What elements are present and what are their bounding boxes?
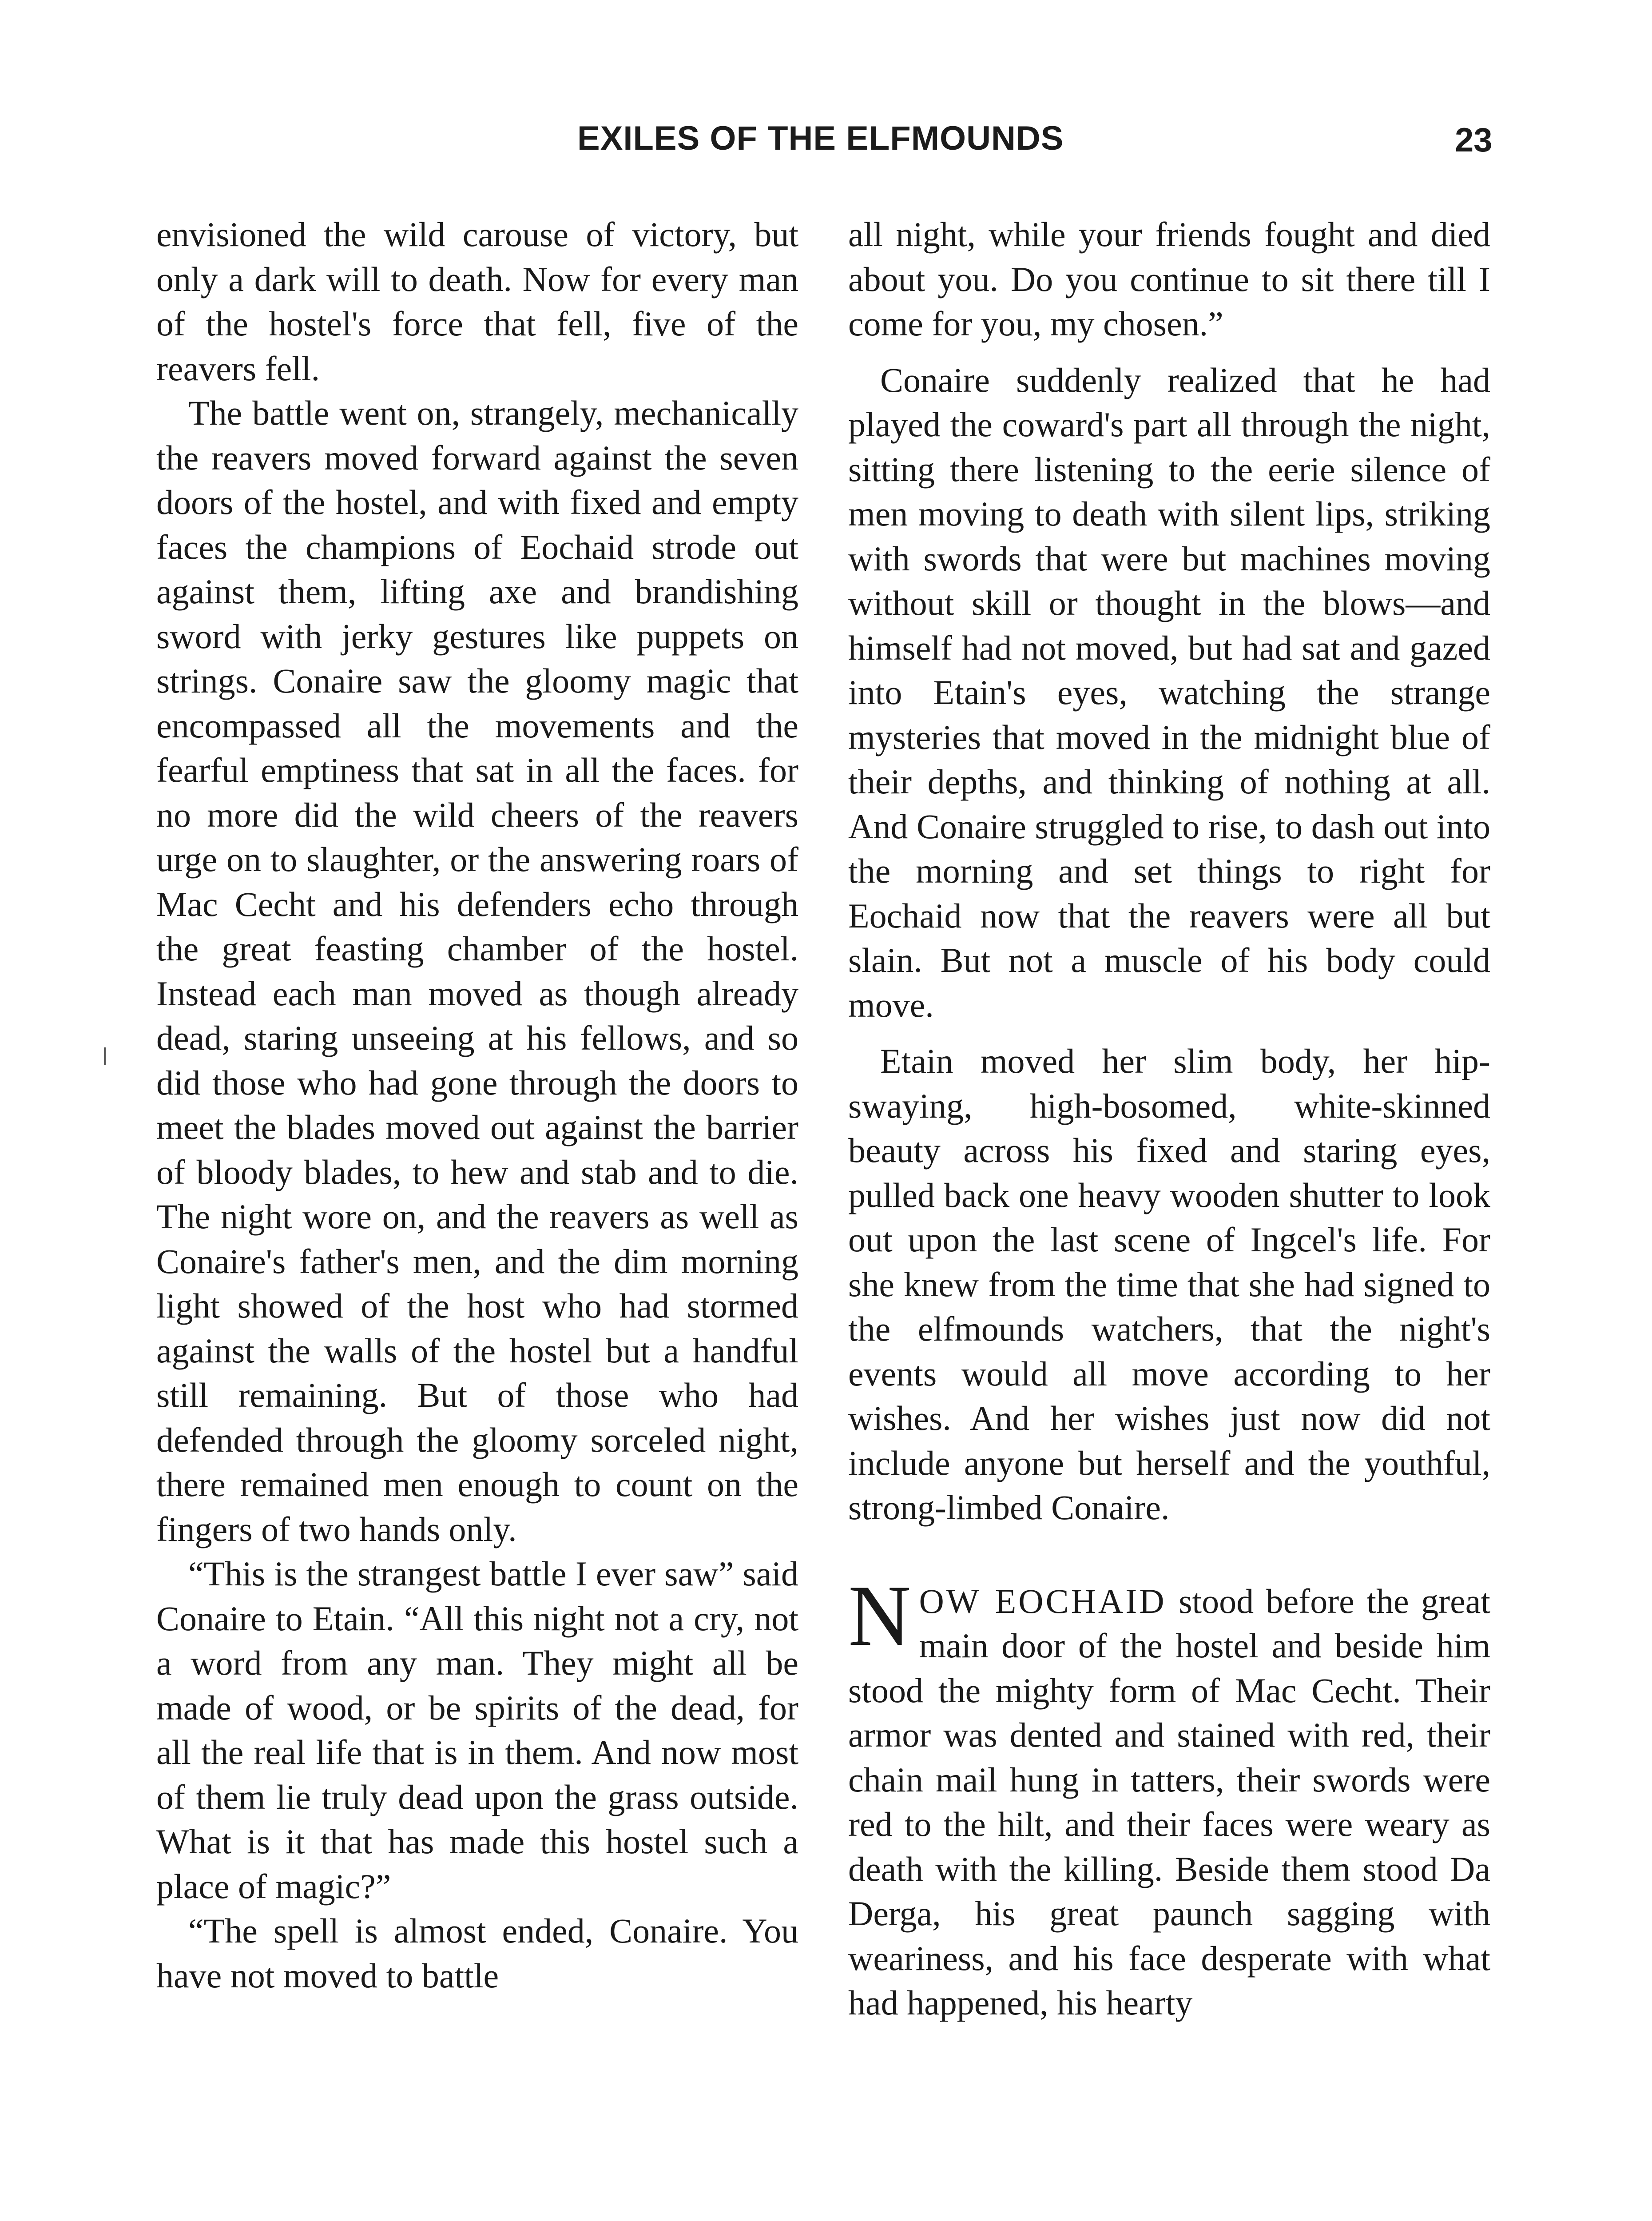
running-title: EXILES OF THE ELFMOUNDS [577,119,1064,157]
right-paragraph-2: Conaire suddenly realized that he had played the coward's part all through the night, sitting there listening to the eerie silence of men moving to death with silent lips, striking with swords that were but machines moving without skill or thought in the blows—and himself had not moved, but had sat and gazed into Etain's eyes, watching the strange mysteries that moved in the midnight blue of their depths, and thinking of nothing at all. And Conaire struggled to rise, to dash out into the morning and set things to right for Eochaid now that the reavers were all but slain. But not a muscle of his body could move. [848,360,1490,1024]
small-caps-lead: OW EOCHAID [919,1581,1167,1620]
right-paragraph-3: Etain moved her slim body, her hip-swaying, high-bosomed, white-skinned beauty across his fixed and staring eyes, pulled back one heavy wooden shutter to look out upon the last scene of Ingcel's life. For she knew from the time that she had signed to the elfmounds watchers, that the night's events would all move according to her wishes. And her wishes just now did not include anyone but herself and the youthful, strong-limbed Conaire. [848,1042,1490,1527]
margin-mark [104,1047,106,1065]
drop-cap: N [848,1567,911,1664]
paragraph-body: stood before the great main door of the hostel and beside him stood the mighty form of Mac Cecht. Their armor was dented and stained with red, their chain mail hung in tatters, their swords were red to the hilt, and their faces were weary as death with the killing. Beside them stood Da Derga, his great paunch sagging with weariness, and his face desperate with what had happened, his hearty [848,1581,1490,2022]
left-paragraph-2: The battle went on, strangely, mechanically the reavers moved forward against the seven doors of the hostel, and with fixed and empty faces the champions of Eochaid strode out against them, lifting axe and brandishing sword with jerky gestures like puppets on strings. Conaire saw the gloomy magic that encompassed all the movements and the fearful emptiness that sat in all the faces. for no more did the wild cheers of the reavers urge on to slaughter, or the answering roars of Mac Cecht and his defenders echo through the great feasting chamber of the hostel. Instead each man moved as though already dead, staring unseeing at his fellows, and so did those who had gone through the doors to meet the blades moved out against the barrier of bloody blades, to hew and stab and to die. The night wore on, and the reavers as well as Conaire's father's men, and the dim morning light showed of the host who had stormed against the walls of the hostel but a handful still remaining. But of those who had defended through the gloomy sorceled night, there remained men enough to count on the fingers of two hands only. [156,394,798,1548]
right-paragraph-1: all night, while your friends fought and died about you. Do you continue to sit there till I come for you, my chosen.” [848,215,1490,343]
page-number: 23 [1455,121,1493,159]
right-paragraph-4 [848,1567,1490,2026]
left-paragraph-3: “This is the strangest battle I ever saw” said Conaire to Etain. “All this night not a cry, not a word from any man. They might all be made of wood, or be spirits of the dead, for all the real life that is in them. And now most of them lie truly dead upon the grass outside. What is it that has made this hostel such a place of magic?” [156,1554,798,1906]
right-column [848,212,1490,2026]
left-column [156,212,798,1998]
running-head [0,119,1652,168]
section-break [848,1530,1490,1579]
left-paragraph-1: envisioned the wild carouse of victory, but only a dark will to death. Now for every man of the hostel's force that fell, five of the reavers fell. [156,215,798,388]
left-paragraph-4: “The spell is almost ended, Conaire. You have not moved to battle [156,1911,798,1995]
